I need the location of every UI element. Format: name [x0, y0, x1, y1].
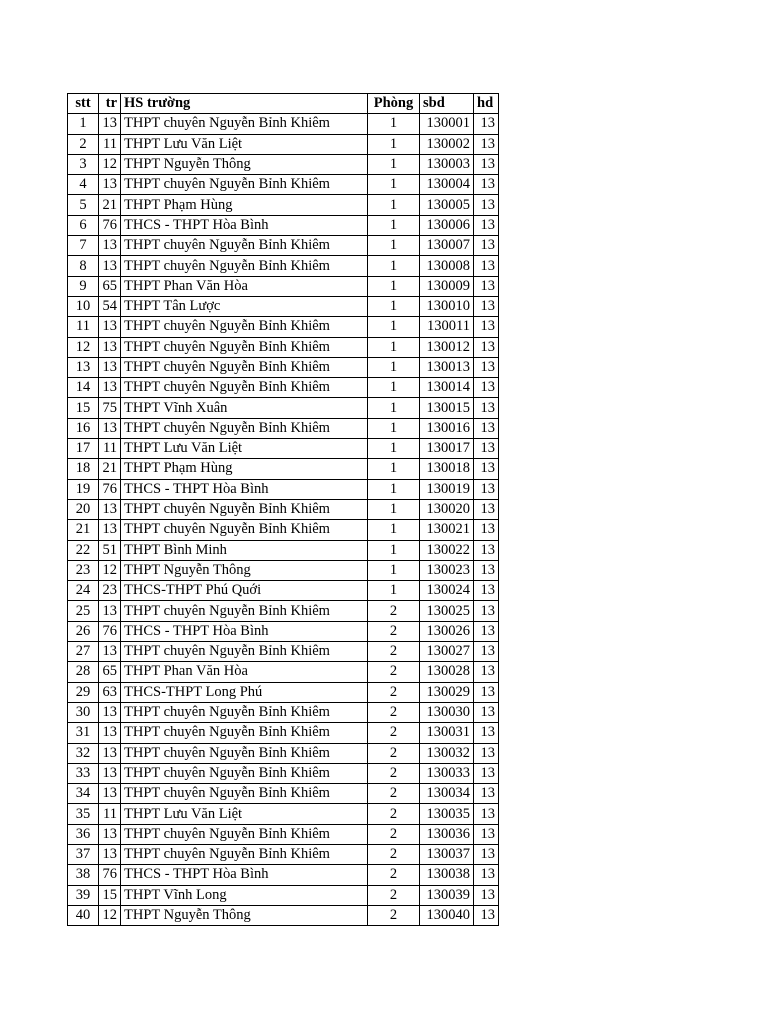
- cell-hd: 13: [474, 459, 499, 479]
- cell-school: THPT Lưu Văn Liệt: [121, 134, 368, 154]
- cell-hd: 13: [474, 844, 499, 864]
- cell-tr: 23: [99, 581, 121, 601]
- cell-room: 1: [368, 378, 420, 398]
- cell-room: 1: [368, 296, 420, 316]
- cell-room: 1: [368, 195, 420, 215]
- cell-hd: 13: [474, 804, 499, 824]
- cell-school: THPT chuyên Nguyễn Bỉnh Khiêm: [121, 743, 368, 763]
- table-row: [68, 662, 499, 682]
- header-room: Phòng: [368, 94, 420, 114]
- cell-hd: 13: [474, 824, 499, 844]
- cell-tr: 51: [99, 540, 121, 560]
- cell-tr: 13: [99, 824, 121, 844]
- cell-sbd: 130030: [420, 702, 474, 722]
- cell-school: THPT chuyên Nguyễn Bỉnh Khiêm: [121, 844, 368, 864]
- cell-tr: 11: [99, 804, 121, 824]
- cell-stt: 28: [68, 662, 99, 682]
- cell-room: 1: [368, 175, 420, 195]
- header-sbd: sbd: [420, 94, 474, 114]
- cell-school: THCS - THPT Hòa Bình: [121, 215, 368, 235]
- cell-sbd: 130027: [420, 642, 474, 662]
- cell-tr: 12: [99, 905, 121, 925]
- cell-tr: 63: [99, 682, 121, 702]
- cell-sbd: 130037: [420, 844, 474, 864]
- cell-sbd: 130021: [420, 520, 474, 540]
- cell-school: THPT Nguyễn Thông: [121, 560, 368, 580]
- cell-stt: 36: [68, 824, 99, 844]
- cell-room: 1: [368, 439, 420, 459]
- cell-tr: 21: [99, 195, 121, 215]
- cell-stt: 4: [68, 175, 99, 195]
- cell-school: THPT Phạm Hùng: [121, 459, 368, 479]
- cell-stt: 12: [68, 337, 99, 357]
- header-stt: stt: [68, 94, 99, 114]
- cell-tr: 13: [99, 256, 121, 276]
- cell-stt: 17: [68, 439, 99, 459]
- cell-sbd: 130018: [420, 459, 474, 479]
- cell-stt: 11: [68, 317, 99, 337]
- cell-room: 1: [368, 337, 420, 357]
- cell-room: 1: [368, 418, 420, 438]
- cell-stt: 14: [68, 378, 99, 398]
- cell-stt: 21: [68, 520, 99, 540]
- table-row: [68, 418, 499, 438]
- cell-tr: 75: [99, 398, 121, 418]
- cell-school: THPT Phan Văn Hòa: [121, 276, 368, 296]
- cell-stt: 2: [68, 134, 99, 154]
- cell-sbd: 130022: [420, 540, 474, 560]
- cell-school: THCS - THPT Hòa Bình: [121, 621, 368, 641]
- cell-hd: 13: [474, 581, 499, 601]
- cell-room: 2: [368, 824, 420, 844]
- cell-hd: 13: [474, 357, 499, 377]
- table-header: [68, 94, 499, 114]
- table-row: [68, 378, 499, 398]
- cell-tr: 13: [99, 702, 121, 722]
- table-row: [68, 256, 499, 276]
- cell-room: 2: [368, 682, 420, 702]
- cell-school: THPT Lưu Văn Liệt: [121, 804, 368, 824]
- table-row: [68, 459, 499, 479]
- table-row: [68, 642, 499, 662]
- cell-stt: 3: [68, 154, 99, 174]
- cell-tr: 13: [99, 499, 121, 519]
- cell-sbd: 130004: [420, 175, 474, 195]
- cell-school: THPT Vĩnh Long: [121, 885, 368, 905]
- table-body: [68, 114, 499, 926]
- cell-sbd: 130016: [420, 418, 474, 438]
- cell-room: 2: [368, 905, 420, 925]
- cell-hd: 13: [474, 378, 499, 398]
- cell-school: THPT chuyên Nguyễn Bỉnh Khiêm: [121, 824, 368, 844]
- cell-stt: 23: [68, 560, 99, 580]
- cell-school: THPT Phan Văn Hòa: [121, 662, 368, 682]
- cell-hd: 13: [474, 682, 499, 702]
- cell-tr: 13: [99, 520, 121, 540]
- cell-sbd: 130029: [420, 682, 474, 702]
- cell-tr: 54: [99, 296, 121, 316]
- cell-school: THPT chuyên Nguyễn Bỉnh Khiêm: [121, 418, 368, 438]
- cell-school: THPT chuyên Nguyễn Bỉnh Khiêm: [121, 175, 368, 195]
- cell-stt: 9: [68, 276, 99, 296]
- cell-stt: 15: [68, 398, 99, 418]
- cell-sbd: 130011: [420, 317, 474, 337]
- cell-sbd: 130008: [420, 256, 474, 276]
- cell-hd: 13: [474, 865, 499, 885]
- cell-sbd: 130031: [420, 723, 474, 743]
- cell-hd: 13: [474, 398, 499, 418]
- cell-sbd: 130024: [420, 581, 474, 601]
- table-row: [68, 134, 499, 154]
- header-school: HS trường: [121, 94, 368, 114]
- cell-stt: 37: [68, 844, 99, 864]
- table-row: [68, 540, 499, 560]
- cell-tr: 13: [99, 378, 121, 398]
- cell-room: 1: [368, 236, 420, 256]
- table-row: [68, 499, 499, 519]
- cell-school: THPT chuyên Nguyễn Bỉnh Khiêm: [121, 601, 368, 621]
- cell-sbd: 130025: [420, 601, 474, 621]
- cell-school: THPT chuyên Nguyễn Bỉnh Khiêm: [121, 378, 368, 398]
- cell-hd: 13: [474, 905, 499, 925]
- cell-tr: 13: [99, 642, 121, 662]
- table-row: [68, 723, 499, 743]
- cell-stt: 27: [68, 642, 99, 662]
- cell-school: THPT chuyên Nguyễn Bỉnh Khiêm: [121, 763, 368, 783]
- cell-school: THPT chuyên Nguyễn Bỉnh Khiêm: [121, 642, 368, 662]
- cell-school: THPT Lưu Văn Liệt: [121, 439, 368, 459]
- cell-room: 1: [368, 154, 420, 174]
- cell-hd: 13: [474, 114, 499, 134]
- cell-hd: 13: [474, 154, 499, 174]
- cell-sbd: 130038: [420, 865, 474, 885]
- cell-sbd: 130034: [420, 784, 474, 804]
- cell-stt: 22: [68, 540, 99, 560]
- cell-sbd: 130002: [420, 134, 474, 154]
- cell-stt: 20: [68, 499, 99, 519]
- cell-hd: 13: [474, 195, 499, 215]
- cell-school: THCS - THPT Hòa Bình: [121, 865, 368, 885]
- table-row: [68, 114, 499, 134]
- cell-sbd: 130007: [420, 236, 474, 256]
- table-row: [68, 844, 499, 864]
- cell-sbd: 130023: [420, 560, 474, 580]
- cell-sbd: 130032: [420, 743, 474, 763]
- table-row: [68, 337, 499, 357]
- table-row: [68, 439, 499, 459]
- cell-stt: 19: [68, 479, 99, 499]
- cell-school: THPT chuyên Nguyễn Bỉnh Khiêm: [121, 520, 368, 540]
- cell-school: THPT Phạm Hùng: [121, 195, 368, 215]
- cell-stt: 26: [68, 621, 99, 641]
- cell-room: 1: [368, 520, 420, 540]
- cell-tr: 13: [99, 723, 121, 743]
- cell-hd: 13: [474, 439, 499, 459]
- cell-room: 2: [368, 804, 420, 824]
- cell-sbd: 130005: [420, 195, 474, 215]
- table-row: [68, 175, 499, 195]
- table-row: [68, 784, 499, 804]
- table-row: [68, 357, 499, 377]
- cell-stt: 39: [68, 885, 99, 905]
- cell-room: 2: [368, 723, 420, 743]
- cell-sbd: 130026: [420, 621, 474, 641]
- cell-room: 2: [368, 844, 420, 864]
- cell-hd: 13: [474, 256, 499, 276]
- cell-stt: 16: [68, 418, 99, 438]
- cell-stt: 30: [68, 702, 99, 722]
- table-row: [68, 743, 499, 763]
- table-row: [68, 905, 499, 925]
- cell-sbd: 130039: [420, 885, 474, 905]
- cell-stt: 32: [68, 743, 99, 763]
- cell-room: 1: [368, 398, 420, 418]
- cell-room: 1: [368, 581, 420, 601]
- table-row: [68, 763, 499, 783]
- cell-hd: 13: [474, 236, 499, 256]
- cell-tr: 13: [99, 763, 121, 783]
- cell-room: 2: [368, 784, 420, 804]
- cell-room: 2: [368, 702, 420, 722]
- cell-sbd: 130003: [420, 154, 474, 174]
- cell-tr: 11: [99, 134, 121, 154]
- table-row: [68, 154, 499, 174]
- cell-room: 2: [368, 662, 420, 682]
- table-row: [68, 682, 499, 702]
- cell-room: 2: [368, 865, 420, 885]
- cell-sbd: 130014: [420, 378, 474, 398]
- cell-school: THPT chuyên Nguyễn Bỉnh Khiêm: [121, 317, 368, 337]
- cell-hd: 13: [474, 560, 499, 580]
- cell-school: THPT Tân Lược: [121, 296, 368, 316]
- cell-hd: 13: [474, 479, 499, 499]
- header-row: [68, 94, 499, 114]
- cell-stt: 29: [68, 682, 99, 702]
- cell-school: THPT chuyên Nguyễn Bỉnh Khiêm: [121, 114, 368, 134]
- cell-hd: 13: [474, 296, 499, 316]
- cell-room: 2: [368, 601, 420, 621]
- student-table: [67, 93, 499, 926]
- cell-sbd: 130019: [420, 479, 474, 499]
- cell-hd: 13: [474, 621, 499, 641]
- table-row: [68, 581, 499, 601]
- cell-sbd: 130010: [420, 296, 474, 316]
- cell-stt: 8: [68, 256, 99, 276]
- cell-room: 1: [368, 114, 420, 134]
- table-row: [68, 824, 499, 844]
- cell-sbd: 130009: [420, 276, 474, 296]
- cell-hd: 13: [474, 499, 499, 519]
- table-row: [68, 702, 499, 722]
- cell-room: 1: [368, 276, 420, 296]
- table-row: [68, 296, 499, 316]
- cell-hd: 13: [474, 418, 499, 438]
- cell-stt: 40: [68, 905, 99, 925]
- cell-stt: 24: [68, 581, 99, 601]
- table-row: [68, 215, 499, 235]
- table-row: [68, 520, 499, 540]
- table-row: [68, 601, 499, 621]
- cell-tr: 76: [99, 479, 121, 499]
- cell-stt: 35: [68, 804, 99, 824]
- cell-stt: 34: [68, 784, 99, 804]
- cell-room: 1: [368, 215, 420, 235]
- cell-sbd: 130033: [420, 763, 474, 783]
- cell-tr: 13: [99, 175, 121, 195]
- cell-room: 1: [368, 317, 420, 337]
- cell-tr: 15: [99, 885, 121, 905]
- cell-school: THPT chuyên Nguyễn Bỉnh Khiêm: [121, 499, 368, 519]
- cell-sbd: 130013: [420, 357, 474, 377]
- cell-school: THPT Nguyễn Thông: [121, 154, 368, 174]
- cell-school: THPT Nguyễn Thông: [121, 905, 368, 925]
- cell-stt: 31: [68, 723, 99, 743]
- cell-hd: 13: [474, 702, 499, 722]
- cell-school: THPT chuyên Nguyễn Bỉnh Khiêm: [121, 723, 368, 743]
- cell-room: 1: [368, 459, 420, 479]
- cell-sbd: 130020: [420, 499, 474, 519]
- cell-stt: 13: [68, 357, 99, 377]
- cell-school: THPT chuyên Nguyễn Bỉnh Khiêm: [121, 236, 368, 256]
- cell-hd: 13: [474, 134, 499, 154]
- cell-sbd: 130006: [420, 215, 474, 235]
- cell-hd: 13: [474, 520, 499, 540]
- cell-hd: 13: [474, 885, 499, 905]
- cell-tr: 76: [99, 865, 121, 885]
- cell-tr: 13: [99, 317, 121, 337]
- cell-hd: 13: [474, 763, 499, 783]
- table-row: [68, 236, 499, 256]
- cell-hd: 13: [474, 540, 499, 560]
- cell-tr: 12: [99, 154, 121, 174]
- cell-stt: 7: [68, 236, 99, 256]
- cell-tr: 13: [99, 236, 121, 256]
- cell-hd: 13: [474, 784, 499, 804]
- cell-school: THCS-THPT Phú Quới: [121, 581, 368, 601]
- cell-room: 1: [368, 499, 420, 519]
- cell-tr: 65: [99, 662, 121, 682]
- cell-hd: 13: [474, 601, 499, 621]
- cell-stt: 33: [68, 763, 99, 783]
- cell-stt: 5: [68, 195, 99, 215]
- cell-school: THCS-THPT Long Phú: [121, 682, 368, 702]
- cell-room: 2: [368, 743, 420, 763]
- cell-tr: 13: [99, 784, 121, 804]
- cell-school: THPT Vĩnh Xuân: [121, 398, 368, 418]
- cell-room: 2: [368, 621, 420, 641]
- cell-tr: 11: [99, 439, 121, 459]
- cell-room: 2: [368, 642, 420, 662]
- cell-school: THCS - THPT Hòa Bình: [121, 479, 368, 499]
- header-tr: tr: [99, 94, 121, 114]
- cell-tr: 12: [99, 560, 121, 580]
- table-row: [68, 560, 499, 580]
- cell-stt: 18: [68, 459, 99, 479]
- cell-hd: 13: [474, 662, 499, 682]
- cell-tr: 13: [99, 114, 121, 134]
- cell-tr: 21: [99, 459, 121, 479]
- table-row: [68, 195, 499, 215]
- cell-room: 1: [368, 540, 420, 560]
- cell-room: 2: [368, 885, 420, 905]
- cell-school: THPT Bình Minh: [121, 540, 368, 560]
- cell-hd: 13: [474, 215, 499, 235]
- cell-stt: 10: [68, 296, 99, 316]
- table-row: [68, 865, 499, 885]
- cell-hd: 13: [474, 175, 499, 195]
- cell-room: 2: [368, 763, 420, 783]
- cell-hd: 13: [474, 723, 499, 743]
- cell-sbd: 130001: [420, 114, 474, 134]
- header-hd: hd: [474, 94, 499, 114]
- table-row: [68, 479, 499, 499]
- cell-hd: 13: [474, 642, 499, 662]
- cell-sbd: 130028: [420, 662, 474, 682]
- cell-tr: 65: [99, 276, 121, 296]
- cell-school: THPT chuyên Nguyễn Bỉnh Khiêm: [121, 784, 368, 804]
- cell-school: THPT chuyên Nguyễn Bỉnh Khiêm: [121, 357, 368, 377]
- cell-stt: 6: [68, 215, 99, 235]
- cell-tr: 13: [99, 601, 121, 621]
- cell-sbd: 130017: [420, 439, 474, 459]
- cell-school: THPT chuyên Nguyễn Bỉnh Khiêm: [121, 256, 368, 276]
- cell-stt: 38: [68, 865, 99, 885]
- cell-tr: 76: [99, 215, 121, 235]
- table-row: [68, 276, 499, 296]
- cell-stt: 25: [68, 601, 99, 621]
- cell-tr: 13: [99, 743, 121, 763]
- cell-hd: 13: [474, 317, 499, 337]
- table-row: [68, 317, 499, 337]
- cell-room: 1: [368, 479, 420, 499]
- cell-sbd: 130015: [420, 398, 474, 418]
- table-row: [68, 804, 499, 824]
- cell-room: 1: [368, 357, 420, 377]
- cell-school: THPT chuyên Nguyễn Bỉnh Khiêm: [121, 702, 368, 722]
- cell-room: 1: [368, 134, 420, 154]
- cell-hd: 13: [474, 743, 499, 763]
- cell-hd: 13: [474, 337, 499, 357]
- cell-tr: 13: [99, 418, 121, 438]
- table-row: [68, 885, 499, 905]
- cell-sbd: 130036: [420, 824, 474, 844]
- cell-sbd: 130040: [420, 905, 474, 925]
- cell-hd: 13: [474, 276, 499, 296]
- cell-room: 1: [368, 560, 420, 580]
- cell-tr: 13: [99, 357, 121, 377]
- cell-tr: 13: [99, 337, 121, 357]
- cell-sbd: 130012: [420, 337, 474, 357]
- cell-sbd: 130035: [420, 804, 474, 824]
- cell-tr: 13: [99, 844, 121, 864]
- cell-stt: 1: [68, 114, 99, 134]
- table-row: [68, 621, 499, 641]
- cell-school: THPT chuyên Nguyễn Bỉnh Khiêm: [121, 337, 368, 357]
- cell-tr: 76: [99, 621, 121, 641]
- cell-room: 1: [368, 256, 420, 276]
- table-row: [68, 398, 499, 418]
